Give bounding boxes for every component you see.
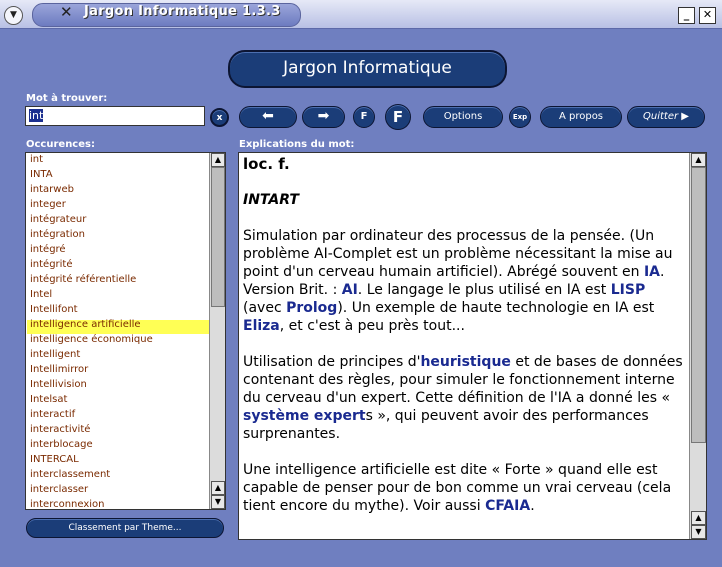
scroll-down-icon[interactable]: ▼ bbox=[691, 525, 706, 539]
list-item[interactable]: int bbox=[30, 154, 44, 165]
chevron-down-icon[interactable]: ▼ bbox=[4, 6, 23, 25]
list-item[interactable]: interclassement bbox=[30, 469, 111, 480]
scroll-up-icon[interactable]: ▲ bbox=[691, 511, 706, 525]
search-value: int bbox=[29, 109, 44, 122]
x-logo-icon: ✕ bbox=[60, 3, 73, 21]
search-input[interactable] bbox=[25, 106, 205, 126]
text: (avec bbox=[243, 300, 287, 316]
text: Utilisation de principes d' bbox=[243, 354, 421, 370]
link-systeme-expert[interactable]: système expert bbox=[243, 408, 366, 424]
list-item[interactable]: interclasser bbox=[30, 484, 89, 495]
list-item[interactable]: Intelsat bbox=[30, 394, 68, 405]
minimize-icon[interactable]: _ bbox=[678, 7, 695, 24]
text: . Le langage le plus utilisé en IA est bbox=[357, 282, 611, 298]
definition-paragraph-3 bbox=[243, 461, 685, 515]
scroll-down-icon[interactable]: ▼ bbox=[211, 495, 225, 509]
link-eliza[interactable]: Eliza bbox=[243, 318, 280, 334]
list-item[interactable]: intarweb bbox=[30, 184, 74, 195]
scroll-up-icon[interactable]: ▲ bbox=[211, 481, 225, 495]
arrow-right-icon: ➡ bbox=[317, 108, 330, 124]
explanation-panel bbox=[238, 152, 707, 540]
list-item[interactable]: interactif bbox=[30, 409, 76, 420]
word-category: loc. f. bbox=[243, 155, 290, 173]
text: . bbox=[530, 498, 535, 514]
text: s », qui peuvent avoir des performances surprenantes. bbox=[243, 408, 649, 442]
clear-search-button[interactable]: x bbox=[210, 108, 229, 127]
list-item[interactable]: INTERCAL bbox=[30, 454, 79, 465]
list-item[interactable]: intégration bbox=[30, 229, 85, 240]
list-item[interactable]: intelligent bbox=[30, 349, 81, 360]
explanation-label: Explications du mot: bbox=[239, 139, 355, 150]
list-item[interactable]: interblocage bbox=[30, 439, 93, 450]
window-title: Jargon Informatique 1.3.3 bbox=[84, 4, 281, 19]
options-button[interactable]: Options bbox=[423, 106, 503, 128]
link-cfaia[interactable]: CFAIA bbox=[485, 498, 531, 514]
forward-button[interactable] bbox=[302, 106, 345, 128]
text: , et c'est à peu près tout... bbox=[279, 318, 465, 334]
list-scrollbar[interactable] bbox=[209, 153, 226, 509]
link-ia[interactable]: IA bbox=[643, 264, 661, 280]
text: . Version Brit. : bbox=[243, 264, 665, 298]
list-scroll-thumb[interactable] bbox=[211, 167, 225, 307]
font-small-button[interactable]: F bbox=[353, 106, 375, 128]
scroll-up-icon[interactable]: ▲ bbox=[691, 153, 706, 167]
list-item[interactable]: intelligence économique bbox=[30, 334, 153, 345]
explanation-scrollbar[interactable] bbox=[689, 153, 707, 539]
explanation-body bbox=[243, 155, 685, 515]
definition-paragraph-2 bbox=[243, 353, 685, 443]
list-item[interactable]: INTA bbox=[30, 169, 53, 180]
explanation-scroll-thumb[interactable] bbox=[691, 167, 706, 443]
play-icon: ▶ bbox=[681, 111, 689, 122]
list-item[interactable]: intégrateur bbox=[30, 214, 87, 225]
word-heading: INTART bbox=[243, 192, 299, 208]
window-titlebar[interactable] bbox=[0, 0, 722, 29]
scroll-up-icon[interactable]: ▲ bbox=[211, 153, 225, 167]
apropos-button[interactable]: A propos bbox=[540, 106, 622, 128]
text: Simulation par ordinateur des processus de la pensée. (Un problème AI-Complet est un problème nécessitant la mise au point d'un cerveau humain artificiel). Abrégé souvent en bbox=[243, 228, 673, 280]
text: et de bases de données contenant des règles, pour simuler le fonctionnement interne du cerveau d'un expert. Cette définition de l'IA a donné les « bbox=[243, 354, 683, 406]
app-header-title: Jargon Informatique bbox=[228, 50, 507, 88]
quit-label: Quitter bbox=[643, 111, 679, 122]
occurrences-list[interactable] bbox=[25, 152, 226, 510]
list-item[interactable]: intégrité bbox=[30, 259, 73, 270]
link-ai[interactable]: AI bbox=[341, 282, 358, 298]
arrow-left-icon: ⬅ bbox=[262, 108, 274, 124]
link-heuristique[interactable]: heuristique bbox=[420, 354, 511, 370]
close-icon[interactable]: ✕ bbox=[699, 7, 716, 24]
list-item[interactable]: Intel bbox=[30, 289, 53, 300]
list-item[interactable]: intelligence artificielle bbox=[30, 319, 141, 330]
list-item[interactable]: interconnexion bbox=[30, 499, 105, 510]
list-item[interactable]: Intellivision bbox=[30, 379, 87, 390]
font-large-button[interactable]: F bbox=[385, 104, 411, 130]
text: ). Un exemple de haute technologie en IA est bbox=[337, 300, 655, 316]
list-item[interactable]: intégré bbox=[30, 244, 66, 255]
list-item[interactable]: intégrité référentielle bbox=[30, 274, 137, 285]
text: Une intelligence artificielle est dite « Forte » quand elle est capable de penser pour de bon comme un vrai cerveau (cela tient encore du mythe). Voir aussi bbox=[243, 462, 672, 514]
occurrences-label: Occurences: bbox=[26, 139, 95, 150]
definition-paragraph-1 bbox=[243, 227, 685, 335]
search-label: Mot à trouver: bbox=[26, 93, 108, 104]
link-prolog[interactable]: Prolog bbox=[286, 300, 338, 316]
theme-classification-button[interactable]: Classement par Theme... bbox=[26, 518, 224, 538]
back-button[interactable] bbox=[239, 106, 297, 128]
quit-button[interactable] bbox=[627, 106, 705, 128]
list-item[interactable]: Intellimirror bbox=[30, 364, 89, 375]
list-item[interactable]: integer bbox=[30, 199, 66, 210]
exp-button[interactable]: Exp bbox=[509, 106, 531, 128]
list-item[interactable]: Intellifont bbox=[30, 304, 78, 315]
list-item[interactable]: interactivité bbox=[30, 424, 91, 435]
link-lisp[interactable]: LISP bbox=[610, 282, 646, 298]
